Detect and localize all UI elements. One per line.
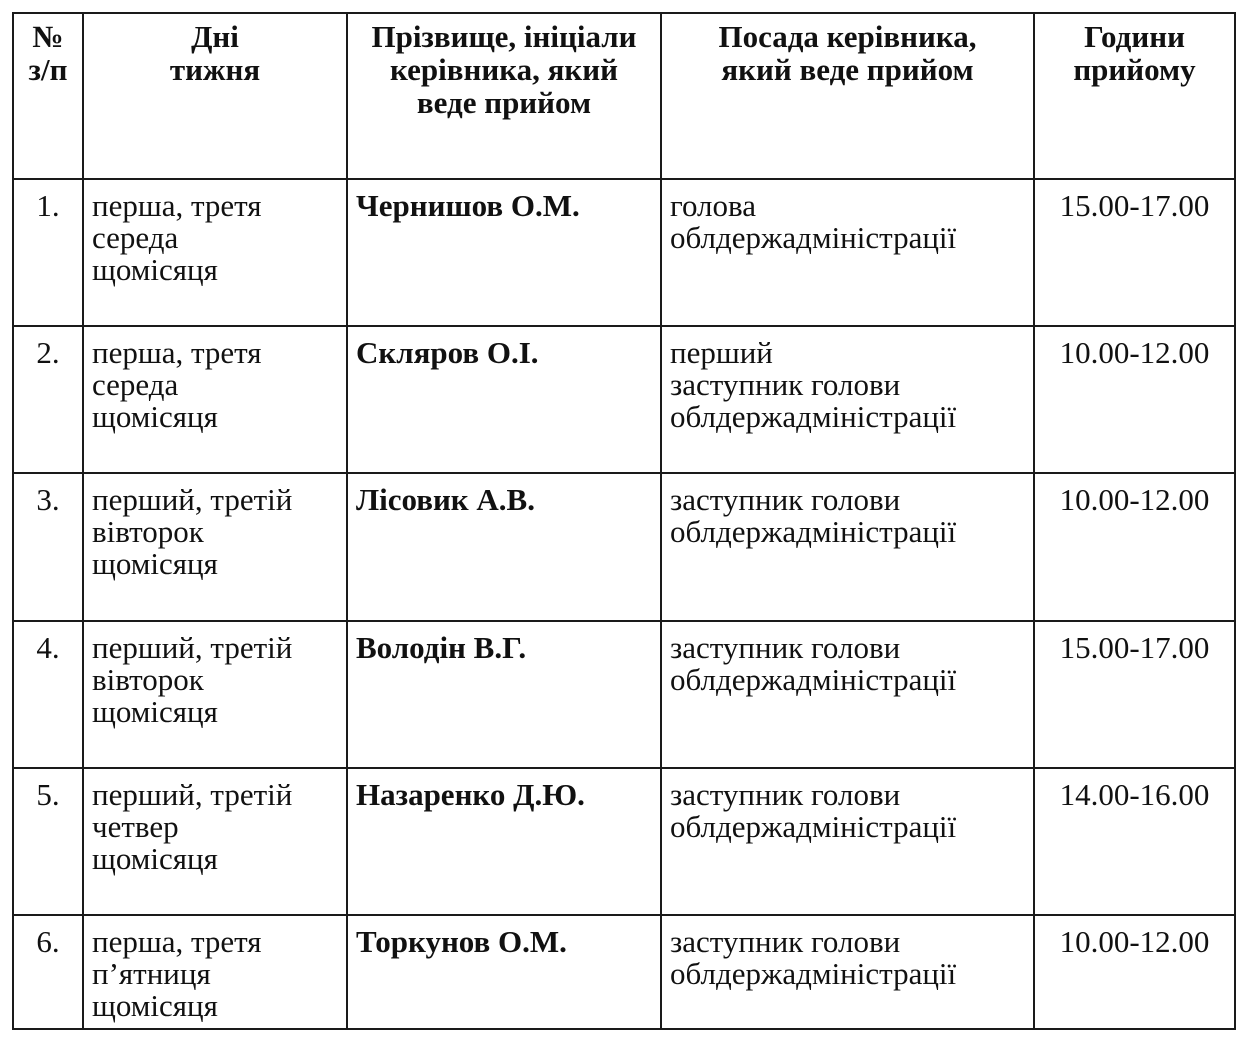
days-line: перша, третя <box>92 923 262 959</box>
row-number: 1. <box>13 179 83 326</box>
header-text-line: з/п <box>28 52 68 87</box>
header-position <box>661 13 1034 179</box>
official-name: Скляров О.І. <box>347 326 661 473</box>
days-line: середа <box>92 367 179 403</box>
reception-schedule-table <box>12 12 1236 1030</box>
table-row <box>13 326 1235 473</box>
days-cell <box>83 915 347 1029</box>
position-line: заступник голови <box>670 776 901 812</box>
header-text-line: керівника, який <box>390 52 618 87</box>
header-text-line: який веде прийом <box>721 52 974 87</box>
official-name: Лісовик А.В. <box>347 473 661 620</box>
position-cell <box>661 621 1034 768</box>
position-line: облдержадміністрації <box>670 399 957 435</box>
reception-hours: 15.00-17.00 <box>1034 179 1235 326</box>
position-line: голова <box>670 188 756 223</box>
position-line: перший <box>670 335 773 371</box>
position-line: облдержадміністрації <box>670 661 957 697</box>
reception-hours: 15.00-17.00 <box>1034 621 1235 768</box>
position-cell <box>661 473 1034 620</box>
row-number: 3. <box>13 473 83 620</box>
position-cell <box>661 768 1034 915</box>
position-line: облдержадміністрації <box>670 955 957 991</box>
header-days <box>83 13 347 179</box>
position-cell <box>661 326 1034 473</box>
days-cell <box>83 326 347 473</box>
row-number: 2. <box>13 326 83 473</box>
reception-schedule-page <box>12 12 1234 1030</box>
days-cell <box>83 179 347 326</box>
days-line: перша, третя <box>92 188 262 223</box>
days-line: щомісяця <box>92 252 218 287</box>
header-text-line: Дні <box>191 19 239 54</box>
days-line: щомісяця <box>92 840 218 876</box>
header-name <box>347 13 661 179</box>
days-line: вівторок <box>92 514 204 550</box>
official-name: Володін В.Г. <box>347 621 661 768</box>
table-row <box>13 179 1235 326</box>
reception-hours: 14.00-16.00 <box>1034 768 1235 915</box>
days-line: щомісяця <box>92 987 218 1023</box>
row-number: 4. <box>13 621 83 768</box>
days-line: вівторок <box>92 661 204 697</box>
position-line: заступник голови <box>670 367 901 403</box>
reception-hours: 10.00-12.00 <box>1034 326 1235 473</box>
position-cell <box>661 915 1034 1029</box>
days-line: перший, третій <box>92 776 293 812</box>
row-number: 5. <box>13 768 83 915</box>
days-line: щомісяця <box>92 399 218 435</box>
table-row <box>13 621 1235 768</box>
position-line: заступник голови <box>670 923 901 959</box>
days-cell <box>83 621 347 768</box>
header-text-line: Прізвище, ініціали <box>371 19 637 54</box>
days-line: п’ятниця <box>92 955 211 991</box>
days-cell <box>83 473 347 620</box>
reception-hours: 10.00-12.00 <box>1034 473 1235 620</box>
position-line: заступник голови <box>670 482 901 518</box>
position-cell <box>661 179 1034 326</box>
position-line: облдержадміністрації <box>670 808 957 844</box>
header-row <box>13 13 1235 179</box>
header-text-line: тижня <box>169 52 261 87</box>
header-hours <box>1034 13 1235 179</box>
days-line: перша, третя <box>92 335 262 371</box>
days-line: перший, третій <box>92 482 293 518</box>
official-name: Назаренко Д.Ю. <box>347 768 661 915</box>
header-text-line: № <box>32 19 64 54</box>
days-line: четвер <box>92 808 179 844</box>
official-name: Торкунов О.М. <box>347 915 661 1029</box>
table-row <box>13 915 1235 1029</box>
days-line: щомісяця <box>92 693 218 729</box>
table-row <box>13 768 1235 915</box>
position-line: облдержадміністрації <box>670 514 957 550</box>
table-row <box>13 473 1235 620</box>
days-line: середа <box>92 220 179 255</box>
row-number: 6. <box>13 915 83 1029</box>
header-text-line: прийому <box>1073 52 1196 87</box>
header-text-line: Посада керівника, <box>718 19 977 54</box>
reception-hours: 10.00-12.00 <box>1034 915 1235 1029</box>
days-line: щомісяця <box>92 546 218 582</box>
header-text-line: Години <box>1084 19 1185 54</box>
days-cell <box>83 768 347 915</box>
header-text-line: веде прийом <box>416 85 592 120</box>
position-line: заступник голови <box>670 629 901 665</box>
header-num <box>13 13 83 179</box>
position-line: облдержадміністрації <box>670 220 957 255</box>
official-name: Чернишов О.М. <box>347 179 661 326</box>
days-line: перший, третій <box>92 629 293 665</box>
